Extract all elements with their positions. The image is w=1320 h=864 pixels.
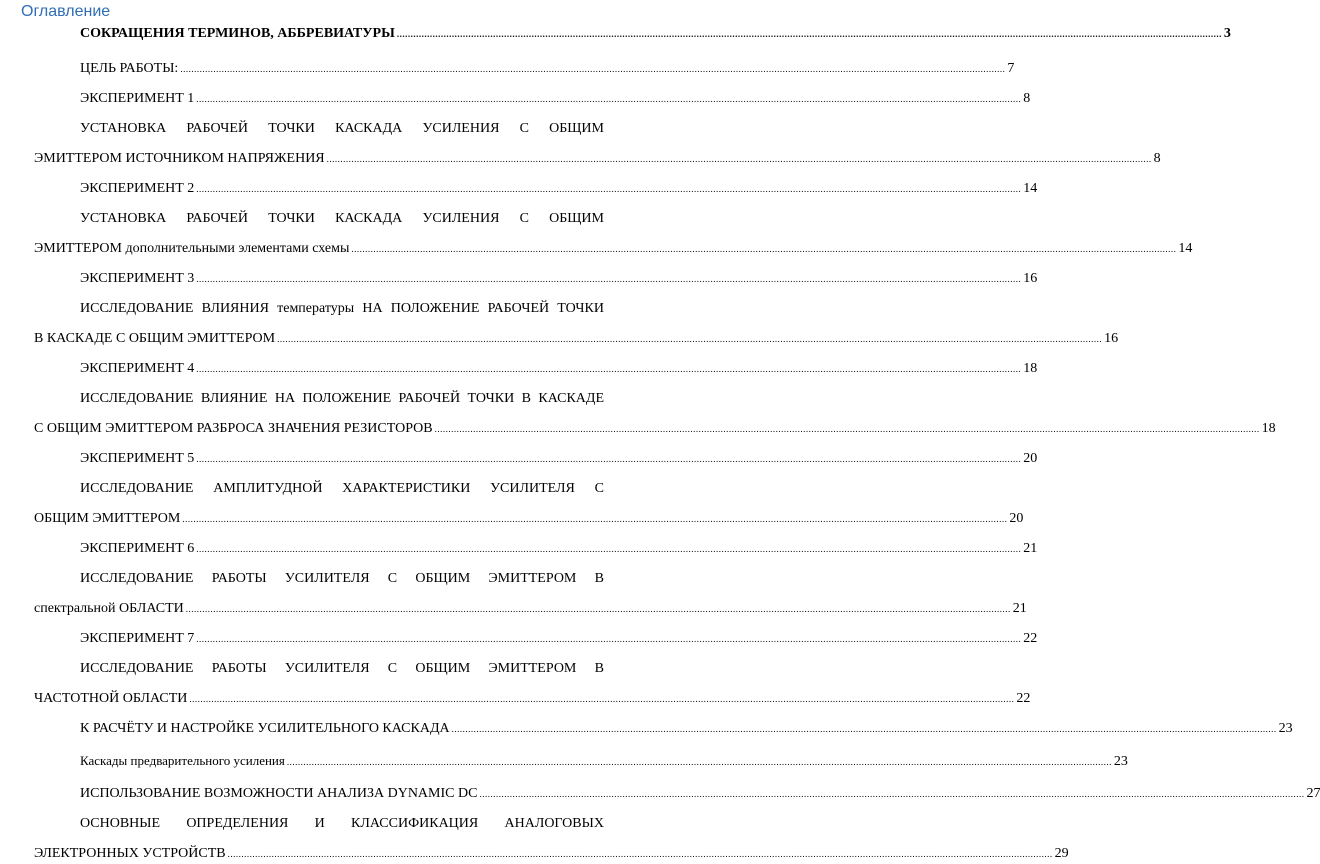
toc-word: ИССЛЕДОВАНИЕ	[80, 571, 194, 586]
dot-leader: ............................................................................................................................................................................................................................................................................................................	[196, 184, 1022, 194]
toc-entry-text: Каскады предварительного усиления	[80, 753, 285, 768]
toc-word: С	[519, 211, 529, 226]
toc-word: С	[387, 661, 398, 676]
toc-entry-text: ЭЛЕКТРОННЫХ УСТРОЙСТВ	[34, 846, 226, 861]
toc-entry-text: ЭКСПЕРИМЕНТ 4	[80, 361, 195, 376]
toc-entry-line[interactable]	[80, 25, 1231, 43]
toc-entry-line[interactable]	[80, 450, 1038, 468]
toc-page-number: 7	[1007, 61, 1015, 76]
toc-entry-first-line	[80, 480, 604, 498]
toc-page-number: 8	[1153, 151, 1161, 166]
toc-entry-line[interactable]	[80, 270, 1038, 288]
dot-leader: ............................................................................................................................................................................................................................................................................................................	[180, 64, 1006, 74]
toc-entry-line[interactable]	[34, 330, 1119, 348]
toc-entry-first-line	[80, 390, 604, 408]
toc-word: ПОЛОЖЕНИЕ	[390, 301, 480, 316]
toc-word: В	[521, 391, 531, 406]
toc-entry-line[interactable]	[34, 420, 1276, 438]
dot-leader: ............................................................................................................................................................................................................................................................................................................	[196, 634, 1022, 644]
toc-entry-text: ЭМИТТЕРОМ дополнительными элементами схемы	[34, 241, 350, 256]
toc-word: УСИЛИТЕЛЯ	[284, 571, 370, 586]
toc-entry-text: ЭМИТТЕРОМ ИСТОЧНИКОМ НАПРЯЖЕНИЯ	[34, 151, 325, 166]
dot-leader: ............................................................................................................................................................................................................................................................................................................	[182, 514, 1008, 524]
toc-word: ОБЩИМ	[415, 661, 471, 676]
toc-entry-first-line	[80, 570, 604, 588]
toc-word: УСИЛИТЕЛЯ	[284, 661, 370, 676]
toc-page-number: 21	[1012, 601, 1027, 616]
dot-leader: ............................................................................................................................................................................................................................................................................................................	[286, 757, 1112, 767]
toc-word: КАСКАДА	[335, 211, 403, 226]
dot-leader: ............................................................................................................................................................................................................................................................................................................	[277, 334, 1103, 344]
toc-page-number: 22	[1016, 691, 1031, 706]
toc-word: ТОЧКИ	[268, 211, 315, 226]
toc-page-number: 8	[1023, 91, 1031, 106]
toc-entry-text: ЭКСПЕРИМЕНТ 5	[80, 451, 195, 466]
toc-word: И	[314, 816, 325, 831]
dot-leader: ............................................................................................................................................................................................................................................................................................................	[196, 364, 1022, 374]
toc-entry-text: В КАСКАДЕ С ОБЩИМ ЭМИТТЕРОМ	[34, 331, 276, 346]
toc-word: ТОЧКИ	[467, 391, 515, 406]
toc-word: В	[594, 571, 604, 586]
toc-word: РАБОТЫ	[211, 661, 267, 676]
toc-entry-text: ЭКСПЕРИМЕНТ 2	[80, 181, 195, 196]
toc-page-number: 16	[1104, 331, 1119, 346]
toc-page-number: 14	[1178, 241, 1193, 256]
toc-word: НА	[362, 301, 383, 316]
dot-leader: ............................................................................................................................................................................................................................................................................................................	[351, 244, 1177, 254]
toc-page-number: 27	[1306, 786, 1320, 801]
toc-entry-line[interactable]	[80, 540, 1038, 558]
toc-word: УСТАНОВКА	[80, 211, 167, 226]
toc-entry-text: ЦЕЛЬ РАБОТЫ:	[80, 61, 179, 76]
dot-leader: ............................................................................................................................................................................................................................................................................................................	[227, 849, 1053, 859]
toc-word: ВЛИЯНИЕ	[200, 391, 268, 406]
dot-leader: ............................................................................................................................................................................................................................................................................................................	[396, 29, 1222, 39]
toc-word: ОБЩИМ	[549, 121, 604, 136]
toc-word: УСТАНОВКА	[80, 121, 167, 136]
toc-entry-line[interactable]	[34, 240, 1193, 258]
toc-word: РАБОЧЕЙ	[186, 121, 248, 136]
toc-word: УСИЛЕНИЯ	[422, 211, 500, 226]
dot-leader: ............................................................................................................................................................................................................................................................................................................	[196, 544, 1022, 554]
toc-page-number: 20	[1023, 451, 1038, 466]
toc-entry-text: К РАСЧЁТУ И НАСТРОЙКЕ УСИЛИТЕЛЬНОГО КАСКАДА	[80, 721, 450, 736]
toc-entry-first-line	[80, 210, 604, 228]
toc-title: Оглавление	[21, 3, 111, 20]
toc-entry-text: ЧАСТОТНОЙ ОБЛАСТИ	[34, 691, 188, 706]
toc-entry-text: С ОБЩИМ ЭМИТТЕРОМ РАЗБРОСА ЗНАЧЕНИЯ РЕЗИСТОРОВ	[34, 421, 433, 436]
toc-word: ИССЛЕДОВАНИЕ	[80, 661, 194, 676]
toc-entry-line[interactable]	[80, 720, 1293, 738]
toc-word: АМПЛИТУДНОЙ	[213, 481, 323, 496]
toc-word: ИССЛЕДОВАНИЕ	[80, 481, 194, 496]
toc-word: ТОЧКИ	[557, 301, 604, 316]
toc-page-number: 16	[1023, 271, 1038, 286]
toc-page-number: 18	[1261, 421, 1276, 436]
toc-page-number: 18	[1023, 361, 1038, 376]
dot-leader: ............................................................................................................................................................................................................................................................................................................	[451, 724, 1277, 734]
toc-word: ОБЩИМ	[415, 571, 471, 586]
toc-entry-text: ЭКСПЕРИМЕНТ 7	[80, 631, 195, 646]
dot-leader: ............................................................................................................................................................................................................................................................................................................	[189, 694, 1015, 704]
toc-entry-line[interactable]	[80, 180, 1038, 198]
toc-entry-first-line	[80, 660, 604, 678]
toc-word: температуры	[277, 301, 355, 316]
toc-page-number: 3	[1223, 26, 1231, 41]
toc-word: КАСКАДЕ	[538, 391, 604, 406]
toc-word: РАБОТЫ	[211, 571, 267, 586]
toc-word: ОБЩИМ	[549, 211, 604, 226]
toc-entry-line[interactable]	[80, 60, 1015, 78]
toc-word: РАБОЧЕЙ	[186, 211, 248, 226]
toc-entry-text: спектральной ОБЛАСТИ	[34, 601, 184, 616]
toc-word: КАСКАДА	[335, 121, 403, 136]
toc-page-number: 29	[1054, 846, 1069, 861]
toc-word: ОСНОВНЫЕ	[80, 816, 161, 831]
toc-entry-line[interactable]	[34, 845, 1069, 863]
toc-word: УСИЛЕНИЯ	[422, 121, 500, 136]
toc-entry-first-line	[80, 815, 604, 833]
toc-entry-line[interactable]	[80, 360, 1038, 378]
toc-entry-text: СОКРАЩЕНИЯ ТЕРМИНОВ, АББРЕВИАТУРЫ	[80, 26, 395, 41]
toc-page-number: 23	[1113, 754, 1128, 769]
toc-entry-text: ОБЩИМ ЭМИТТЕРОМ	[34, 511, 181, 526]
toc-word: ЭМИТТЕРОМ	[488, 661, 577, 676]
toc-entry-line[interactable]	[80, 785, 1320, 803]
toc-word: РАБОЧЕЙ	[398, 391, 461, 406]
dot-leader: ............................................................................................................................................................................................................................................................................................................	[434, 424, 1260, 434]
toc-word: УСИЛИТЕЛЯ	[490, 481, 575, 496]
toc-word: КЛАССИФИКАЦИЯ	[351, 816, 479, 831]
toc-word: ИССЛЕДОВАНИЕ	[80, 301, 194, 316]
toc-word: ИССЛЕДОВАНИЕ	[80, 391, 194, 406]
dot-leader: ............................................................................................................................................................................................................................................................................................................	[196, 94, 1022, 104]
dot-leader: ............................................................................................................................................................................................................................................................................................................	[185, 604, 1011, 614]
dot-leader: ............................................................................................................................................................................................................................................................................................................	[326, 154, 1152, 164]
toc-word: В	[594, 661, 604, 676]
toc-entry-first-line	[80, 300, 604, 318]
toc-entry-text: ЭКСПЕРИМЕНТ 3	[80, 271, 195, 286]
toc-word: С	[387, 571, 398, 586]
toc-word: ОПРЕДЕЛЕНИЯ	[186, 816, 289, 831]
toc-entry-line[interactable]	[34, 150, 1161, 168]
toc-entry-text: ЭКСПЕРИМЕНТ 6	[80, 541, 195, 556]
toc-entry-line[interactable]	[34, 510, 1024, 528]
toc-word: ЭМИТТЕРОМ	[488, 571, 577, 586]
toc-page-number: 20	[1009, 511, 1024, 526]
dot-leader: ............................................................................................................................................................................................................................................................................................................	[196, 454, 1022, 464]
toc-page-number: 23	[1278, 721, 1293, 736]
toc-entry-text: ЭКСПЕРИМЕНТ 1	[80, 91, 195, 106]
toc-word: НА	[274, 391, 296, 406]
toc-word: АНАЛОГОВЫХ	[504, 816, 604, 831]
toc-word: ВЛИЯНИЯ	[201, 301, 269, 316]
toc-page-number: 21	[1023, 541, 1038, 556]
toc-word: С	[594, 481, 604, 496]
toc-word: ХАРАКТЕРИСТИКИ	[342, 481, 471, 496]
toc-word: С	[519, 121, 529, 136]
dot-leader: ............................................................................................................................................................................................................................................................................................................	[479, 789, 1305, 799]
toc-entry-line[interactable]	[80, 90, 1031, 108]
toc-entry-first-line	[80, 120, 604, 138]
toc-page-number: 22	[1023, 631, 1038, 646]
toc-page-number: 14	[1023, 181, 1038, 196]
toc-word: ПОЛОЖЕНИЕ	[302, 391, 392, 406]
toc-entry-line[interactable]	[80, 752, 1128, 771]
dot-leader: ............................................................................................................................................................................................................................................................................................................	[196, 274, 1022, 284]
toc-entry-text: ИСПОЛЬЗОВАНИЕ ВОЗМОЖНОСТИ АНАЛИЗА DYNAMIC DC	[80, 786, 478, 801]
toc-word: ТОЧКИ	[268, 121, 315, 136]
toc-entry-line[interactable]	[80, 630, 1038, 648]
toc-word: РАБОЧЕЙ	[487, 301, 550, 316]
toc-entry-line[interactable]	[34, 690, 1031, 708]
toc-entry-line[interactable]	[34, 600, 1027, 618]
